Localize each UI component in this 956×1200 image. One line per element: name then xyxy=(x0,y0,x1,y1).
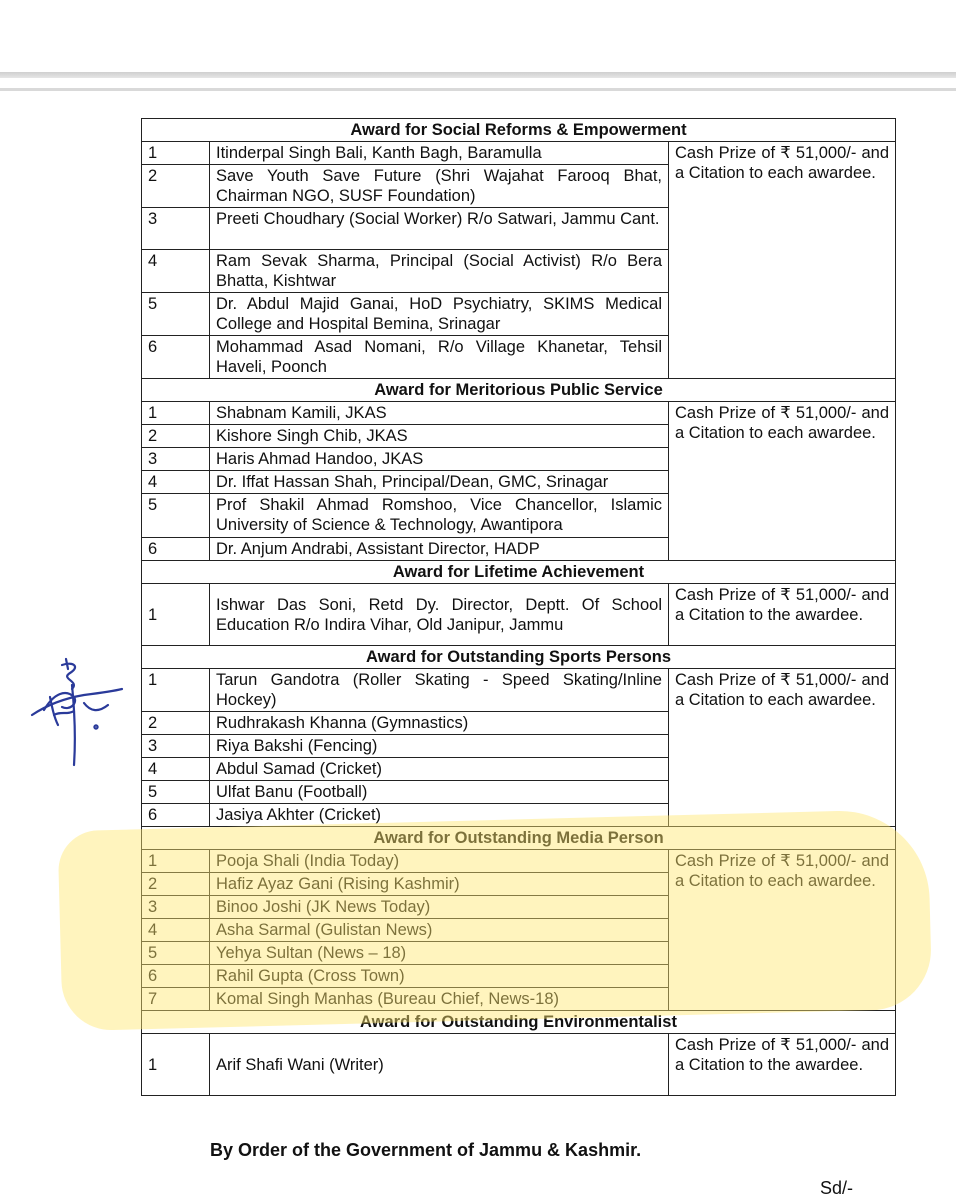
section-title: Award for Outstanding Environmentalist xyxy=(142,1011,896,1034)
serial-number: 3 xyxy=(142,448,210,471)
table-row xyxy=(142,584,896,646)
signoff-sd: Sd/- xyxy=(820,1178,854,1198)
page-top-margin xyxy=(0,0,956,72)
serial-number: 2 xyxy=(142,165,210,208)
awardee-name: Ishwar Das Soni, Retd Dy. Director, Deptt. Of School Education R/o Indira Vihar, Old Janipur, Jammu xyxy=(210,584,669,646)
serial-number: 1 xyxy=(142,402,210,425)
awardee-name: Haris Ahmad Handoo, JKAS xyxy=(210,448,669,471)
section-header-row xyxy=(142,119,896,142)
section-header-row xyxy=(142,379,896,402)
serial-number: 6 xyxy=(142,336,210,379)
serial-number: 4 xyxy=(142,471,210,494)
awardee-name: Mohammad Asad Nomani, R/o Village Khanetar, Tehsil Haveli, Poonch xyxy=(210,336,669,379)
awardee-name: Rudhrakash Khanna (Gymnastics) xyxy=(210,712,669,735)
awardee-name: Kishore Singh Chib, JKAS xyxy=(210,425,669,448)
awardee-name: Dr. Abdul Majid Ganai, HoD Psychiatry, SKIMS Medical College and Hospital Bemina, Srinagar xyxy=(210,293,669,336)
awardee-name: Save Youth Save Future (Shri Wajahat Farooq Bhat, Chairman NGO, SUSF Foundation) xyxy=(210,165,669,208)
table-row xyxy=(142,1034,896,1096)
serial-number: 3 xyxy=(142,208,210,250)
prize-description: Cash Prize of ₹ 51,000/- and a Citation to the awardee. xyxy=(669,584,896,646)
awardee-name: Dr. Iffat Hassan Shah, Principal/Dean, GMC, Srinagar xyxy=(210,471,669,494)
serial-number: 5 xyxy=(142,781,210,804)
serial-number: 1 xyxy=(142,584,210,646)
serial-number: 3 xyxy=(142,735,210,758)
section-header-row xyxy=(142,561,896,584)
serial-number: 3 xyxy=(142,896,210,919)
awardee-name: Riya Bakshi (Fencing) xyxy=(210,735,669,758)
serial-number: 2 xyxy=(142,873,210,896)
serial-number: 1 xyxy=(142,1034,210,1096)
awardee-name: Pooja Shali (India Today) xyxy=(210,850,669,873)
page-edge-line xyxy=(0,72,956,78)
serial-number: 4 xyxy=(142,250,210,293)
table-row xyxy=(142,402,896,425)
awardee-name: Yehya Sultan (News – 18) xyxy=(210,942,669,965)
awardee-name: Tarun Gandotra (Roller Skating - Speed Skating/Inline Hockey) xyxy=(210,669,669,712)
serial-number: 5 xyxy=(142,293,210,336)
prize-description: Cash Prize of ₹ 51,000/- and a Citation to each awardee. xyxy=(669,402,896,561)
awardee-name: Jasiya Akhter (Cricket) xyxy=(210,804,669,827)
serial-number: 1 xyxy=(142,669,210,712)
section-title: Award for Meritorious Public Service xyxy=(142,379,896,402)
order-statement: By Order of the Government of Jammu & Kashmir. xyxy=(210,1140,642,1160)
awardee-name: Preeti Choudhary (Social Worker) R/o Satwari, Jammu Cant. xyxy=(210,208,669,250)
serial-number: 1 xyxy=(142,142,210,165)
section-header-row xyxy=(142,646,896,669)
serial-number: 2 xyxy=(142,712,210,735)
prize-description: Cash Prize of ₹ 51,000/- and a Citation to each awardee. xyxy=(669,142,896,379)
awardee-name: Rahil Gupta (Cross Town) xyxy=(210,965,669,988)
prize-description: Cash Prize of ₹ 51,000/- and a Citation to each awardee. xyxy=(669,850,896,1011)
serial-number: 5 xyxy=(142,942,210,965)
awardee-name: Dr. Anjum Andrabi, Assistant Director, HADP xyxy=(210,538,669,561)
table-row xyxy=(142,850,896,873)
serial-number: 6 xyxy=(142,965,210,988)
section-title: Award for Lifetime Achievement xyxy=(142,561,896,584)
awardee-name: Hafiz Ayaz Gani (Rising Kashmir) xyxy=(210,873,669,896)
section-header-row xyxy=(142,1011,896,1034)
awardee-name: Itinderpal Singh Bali, Kanth Bagh, Baramulla xyxy=(210,142,669,165)
serial-number: 4 xyxy=(142,919,210,942)
serial-number: 5 xyxy=(142,494,210,538)
section-title: Award for Social Reforms & Empowerment xyxy=(142,119,896,142)
awardee-name: Binoo Joshi (JK News Today) xyxy=(210,896,669,919)
awardee-name: Shabnam Kamili, JKAS xyxy=(210,402,669,425)
prize-description: Cash Prize of ₹ 51,000/- and a Citation to the awardee. xyxy=(669,1034,896,1096)
page-edge-line-2 xyxy=(0,88,956,91)
awardee-name: Abdul Samad (Cricket) xyxy=(210,758,669,781)
serial-number: 6 xyxy=(142,538,210,561)
serial-number: 1 xyxy=(142,850,210,873)
table-row xyxy=(142,142,896,165)
awardee-name: Ram Sevak Sharma, Principal (Social Activist) R/o Bera Bhatta, Kishtwar xyxy=(210,250,669,293)
handwritten-signature xyxy=(14,655,134,775)
awardee-name: Prof Shakil Ahmad Romshoo, Vice Chancellor, Islamic University of Science & Technology, Awantipora xyxy=(210,494,669,538)
serial-number: 4 xyxy=(142,758,210,781)
section-header-row xyxy=(142,827,896,850)
awardee-name: Arif Shafi Wani (Writer) xyxy=(210,1034,669,1096)
serial-number: 2 xyxy=(142,425,210,448)
awardee-name: Komal Singh Manhas (Bureau Chief, News-18) xyxy=(210,988,669,1011)
serial-number: 7 xyxy=(142,988,210,1011)
awardee-name: Ulfat Banu (Football) xyxy=(210,781,669,804)
table-row xyxy=(142,669,896,712)
serial-number: 6 xyxy=(142,804,210,827)
section-title: Award for Outstanding Media Person xyxy=(142,827,896,850)
prize-description: Cash Prize of ₹ 51,000/- and a Citation to each awardee. xyxy=(669,669,896,827)
awards-table xyxy=(141,118,896,1096)
awardee-name: Asha Sarmal (Gulistan News) xyxy=(210,919,669,942)
section-title: Award for Outstanding Sports Persons xyxy=(142,646,896,669)
